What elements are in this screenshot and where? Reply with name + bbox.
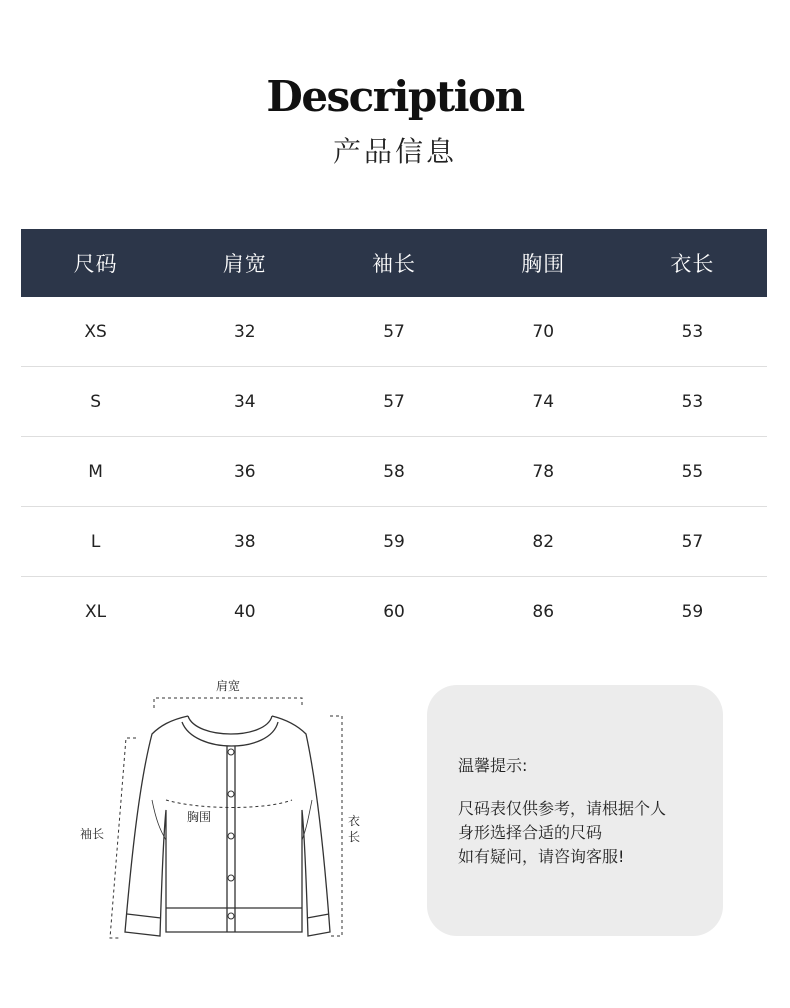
cell-chest: 78 (532, 461, 555, 482)
cell-shoulder: 36 (233, 461, 256, 482)
size-table (21, 229, 767, 646)
tip-title: 温馨提示: (458, 756, 528, 775)
length-label-2: 长 (348, 830, 361, 844)
table-row (21, 437, 767, 507)
size-tip-card (427, 685, 723, 936)
cell-shoulder: 38 (233, 531, 256, 552)
cell-shoulder: 40 (233, 601, 256, 622)
header-sleeve: 袖长 (372, 252, 416, 276)
cell-sleeve: 58 (383, 461, 405, 482)
header-size: 尺码 (73, 252, 118, 276)
cell-chest: 74 (532, 391, 555, 412)
cell-length: 53 (681, 321, 704, 342)
table-row (21, 507, 767, 577)
cell-size: L (90, 531, 101, 552)
cell-sleeve: 57 (383, 321, 405, 342)
tip-line: 如有疑问，请咨询客服! (458, 847, 625, 866)
header-chest: 胸围 (521, 252, 566, 276)
cell-size: M (88, 461, 103, 482)
cell-sleeve: 60 (383, 601, 405, 622)
table-row (21, 297, 767, 367)
table-row (21, 367, 767, 437)
cell-chest: 86 (532, 601, 555, 622)
header-shoulder: 肩宽 (222, 252, 267, 276)
cell-size: XL (85, 601, 107, 622)
tip-line: 尺码表仅供参考，请根据个人 (458, 799, 667, 818)
chest-label: 胸围 (187, 810, 212, 824)
cell-length: 53 (681, 391, 704, 412)
cell-size: S (90, 391, 101, 412)
garment-diagram (70, 670, 390, 950)
shoulder-label: 肩宽 (216, 679, 241, 693)
page-subtitle: 产品信息 (332, 135, 457, 168)
cell-sleeve: 57 (383, 391, 405, 412)
cell-size: XS (84, 321, 107, 342)
table-row (21, 577, 767, 646)
cell-chest: 82 (532, 531, 555, 552)
cell-chest: 70 (532, 321, 555, 342)
cell-length: 57 (681, 531, 704, 552)
table-header (21, 229, 767, 297)
tip-line: 身形选择合适的尺码 (458, 823, 603, 842)
cell-shoulder: 32 (233, 321, 256, 342)
length-label-1: 衣 (348, 814, 361, 828)
cell-shoulder: 34 (233, 391, 256, 412)
cell-length: 59 (681, 601, 704, 622)
cardigan-illustration (70, 670, 390, 950)
cell-length: 55 (681, 461, 704, 482)
cell-sleeve: 59 (383, 531, 405, 552)
sleeve-label: 袖长 (80, 827, 105, 841)
header-length: 衣长 (670, 252, 715, 276)
page-title: Description (266, 72, 524, 121)
